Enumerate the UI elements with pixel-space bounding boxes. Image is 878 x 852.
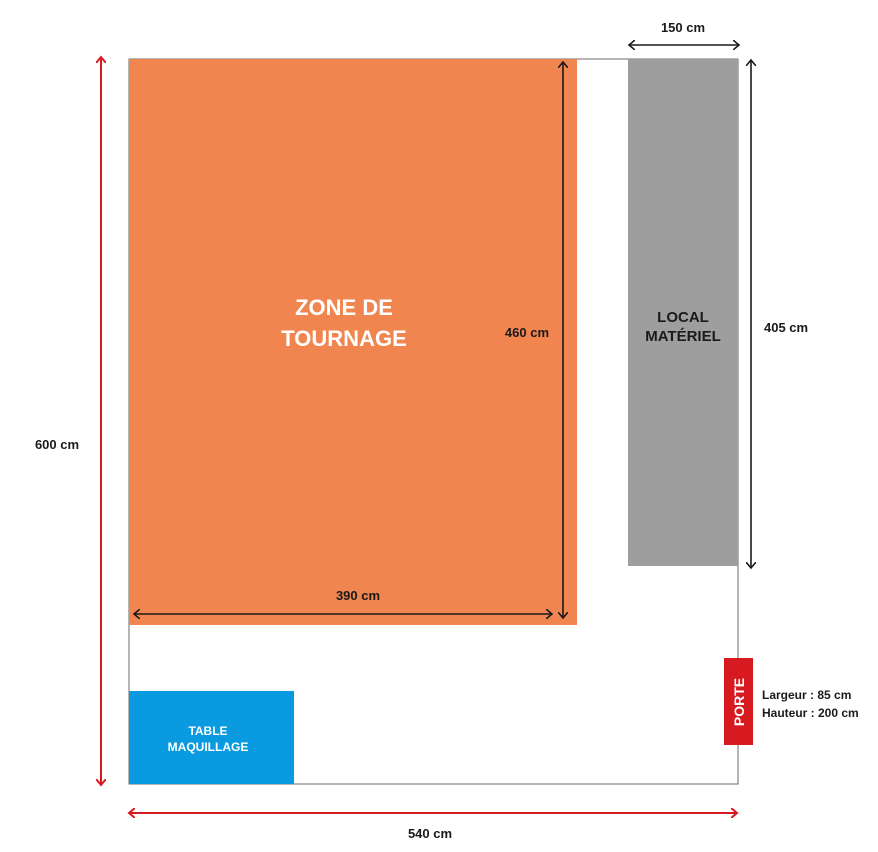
door-width-text: Largeur : 85 cm xyxy=(762,688,852,702)
makeup-table-label-line2: MAQUILLAGE xyxy=(167,740,249,754)
shooting-width-label: 390 cm xyxy=(335,588,381,603)
equipment-room-label-line2: MATÉRIEL xyxy=(645,328,721,345)
room-height-label: 600 cm xyxy=(34,437,80,452)
door-height-text: Hauteur : 200 cm xyxy=(762,706,859,720)
shooting-height-label: 460 cm xyxy=(504,325,549,340)
shooting-zone-label-line2: TOURNAGE xyxy=(281,326,407,351)
equipment-room-label-line1: LOCAL xyxy=(657,309,709,326)
door-label: PORTE xyxy=(731,677,747,727)
equipment-width-label: 150 cm xyxy=(660,20,706,35)
shooting-zone-label-line1: ZONE DE xyxy=(295,295,393,320)
room-width-label: 540 cm xyxy=(407,826,453,841)
makeup-table-label-line1: TABLE xyxy=(188,724,228,738)
equipment-height-label: 405 cm xyxy=(764,320,809,335)
